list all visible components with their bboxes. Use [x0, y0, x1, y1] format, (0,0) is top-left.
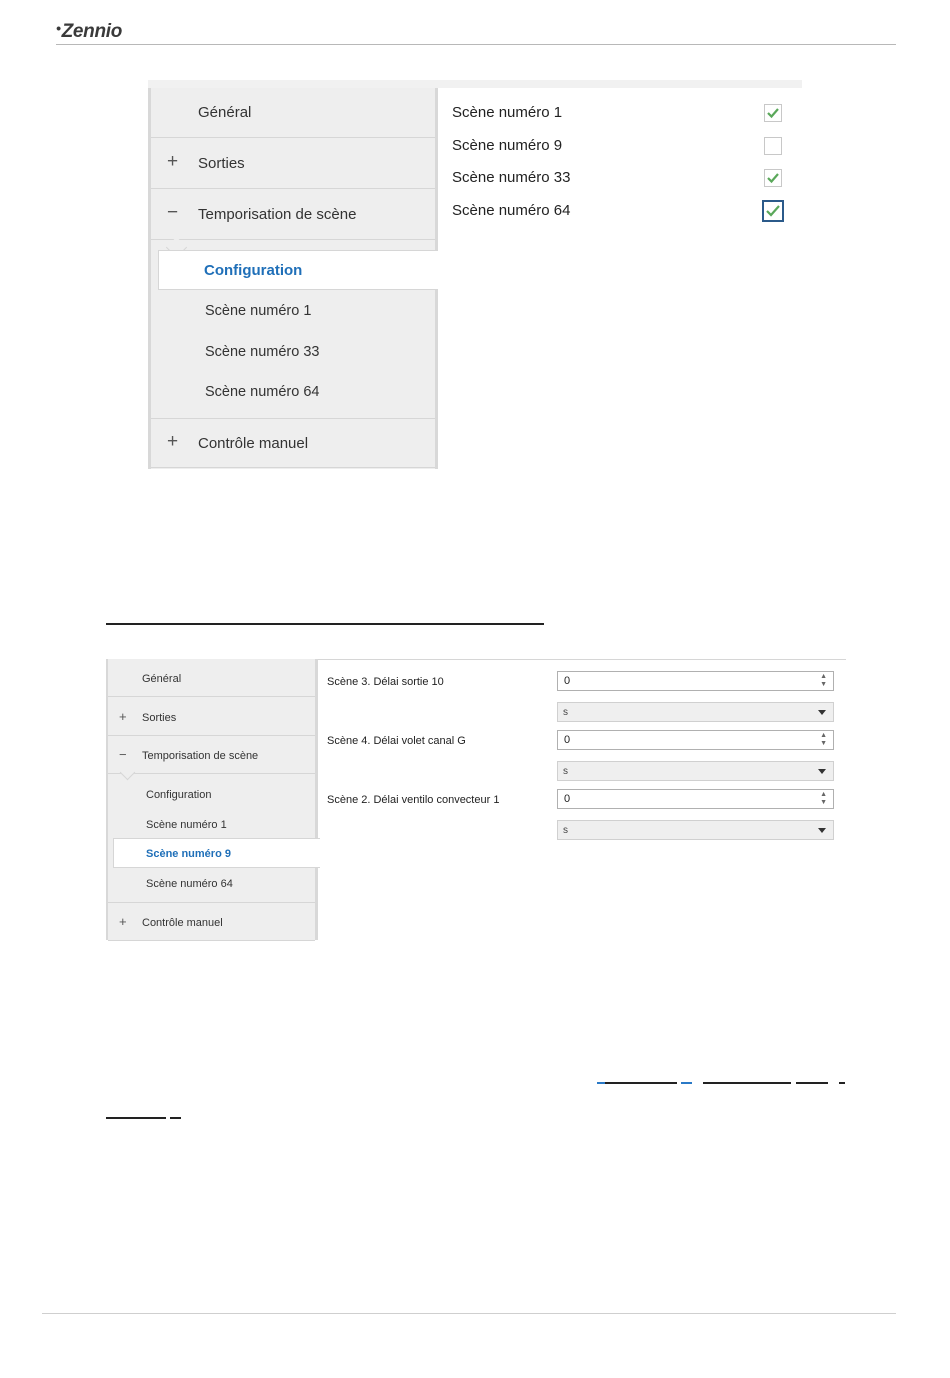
spin-arrows-icon[interactable]: ▲ ▼	[820, 673, 827, 688]
link-underline[interactable]	[106, 1117, 166, 1119]
unit-dropdown[interactable]	[557, 702, 834, 722]
header-divider	[56, 44, 896, 45]
sidebar-subitem-scene-33[interactable]: Scène numéro 33	[205, 344, 320, 360]
parameter-panel	[438, 88, 802, 469]
caret-down-icon	[818, 769, 826, 774]
link-underline[interactable]	[839, 1082, 845, 1084]
sidebar-item-temporisation[interactable]	[108, 736, 315, 774]
sidebar-item-general[interactable]	[108, 659, 315, 697]
screenshot-scene-9	[106, 659, 846, 941]
delay-spinbox[interactable]	[557, 730, 834, 750]
spinbox-value: 0	[564, 734, 571, 746]
sidebar-subitem-scene-1[interactable]: Scène numéro 1	[146, 819, 227, 831]
minus-icon[interactable]: −	[119, 747, 127, 762]
plus-icon[interactable]: +	[119, 914, 127, 929]
delay-spinbox[interactable]	[557, 671, 834, 691]
dropdown-value: s	[563, 766, 568, 777]
sidebar-item-label: Temporisation de scène	[198, 206, 357, 223]
scene-9-checkbox[interactable]	[764, 137, 782, 155]
sidebar-item-sorties[interactable]	[108, 698, 315, 736]
sidebar-item-label: Général	[198, 104, 252, 121]
section-underline	[106, 623, 544, 625]
sidebar-subitem-scene-64[interactable]: Scène numéro 64	[146, 878, 233, 890]
link-underline[interactable]	[597, 1082, 605, 1084]
unit-dropdown[interactable]	[557, 820, 834, 840]
sidebar-item-label: Contrôle manuel	[198, 435, 309, 452]
sidebar-item-sorties[interactable]	[151, 139, 435, 189]
plus-icon[interactable]: +	[119, 709, 127, 724]
spin-arrows-icon[interactable]: ▲ ▼	[820, 732, 827, 747]
sidebar-subitem-scene-9[interactable]	[113, 838, 320, 868]
sidebar-nav	[106, 659, 318, 940]
sidebar-item-label: Sorties	[142, 712, 177, 724]
top-border	[318, 659, 846, 660]
sidebar-subitem-scene-64[interactable]: Scène numéro 64	[205, 384, 320, 400]
top-bar	[148, 80, 802, 88]
scene-row-label: Scène numéro 33	[452, 169, 571, 186]
link-underline[interactable]	[170, 1117, 181, 1119]
param-label: Scène 4. Délai volet canal G	[327, 735, 466, 747]
spinbox-value: 0	[564, 793, 571, 805]
unit-dropdown[interactable]	[557, 761, 834, 781]
minus-icon[interactable]: −	[167, 202, 179, 223]
dropdown-value: s	[563, 707, 568, 718]
sidebar-item-label: Général	[142, 673, 182, 685]
sidebar-item-controle-manuel[interactable]	[151, 418, 435, 468]
sidebar-item-label: Contrôle manuel	[142, 917, 223, 929]
scene-33-checkbox[interactable]	[764, 169, 782, 187]
link-underline[interactable]	[681, 1082, 692, 1084]
link-underline[interactable]	[605, 1082, 677, 1084]
plus-icon[interactable]: +	[167, 431, 179, 452]
spin-arrows-icon[interactable]: ▲ ▼	[820, 791, 827, 806]
check-icon	[766, 171, 780, 185]
sidebar-item-controle-manuel[interactable]	[108, 903, 315, 941]
link-underline[interactable]	[703, 1082, 791, 1084]
check-icon	[766, 106, 780, 120]
sidebar-subitem-configuration[interactable]: Configuration	[146, 789, 212, 801]
param-label: Scène 3. Délai sortie 10	[327, 676, 444, 688]
sidebar-item-general[interactable]	[151, 88, 435, 138]
sidebar-item-label: Sorties	[198, 155, 245, 172]
param-label: Scène 2. Délai ventilo convecteur 1	[327, 794, 500, 806]
scene-row-label: Scène numéro 1	[452, 104, 563, 121]
spinbox-value: 0	[564, 675, 571, 687]
delay-spinbox[interactable]	[557, 789, 834, 809]
dropdown-value: s	[563, 825, 568, 836]
footer-divider	[42, 1313, 896, 1314]
sidebar-item-label: Temporisation de scène	[142, 750, 259, 762]
check-icon	[765, 203, 781, 219]
scene-64-checkbox[interactable]	[762, 200, 784, 222]
screenshot-configuration	[148, 80, 802, 470]
scene-row-label: Scène numéro 9	[452, 137, 563, 154]
link-underline[interactable]	[796, 1082, 828, 1084]
sidebar-subitem-label: Scène numéro 9	[146, 848, 231, 860]
plus-icon[interactable]: +	[167, 151, 179, 172]
zennio-logo: •Zennio	[56, 20, 123, 42]
sidebar-subitem-scene-1[interactable]: Scène numéro 1	[205, 303, 312, 319]
caret-down-icon	[818, 828, 826, 833]
sidebar-subitem-configuration[interactable]	[158, 250, 440, 290]
scene-row-label: Scène numéro 64	[452, 202, 571, 219]
caret-down-icon	[818, 710, 826, 715]
sidebar-item-temporisation[interactable]	[151, 190, 435, 240]
sidebar-subitem-label: Configuration	[204, 262, 303, 279]
scene-1-checkbox[interactable]	[764, 104, 782, 122]
